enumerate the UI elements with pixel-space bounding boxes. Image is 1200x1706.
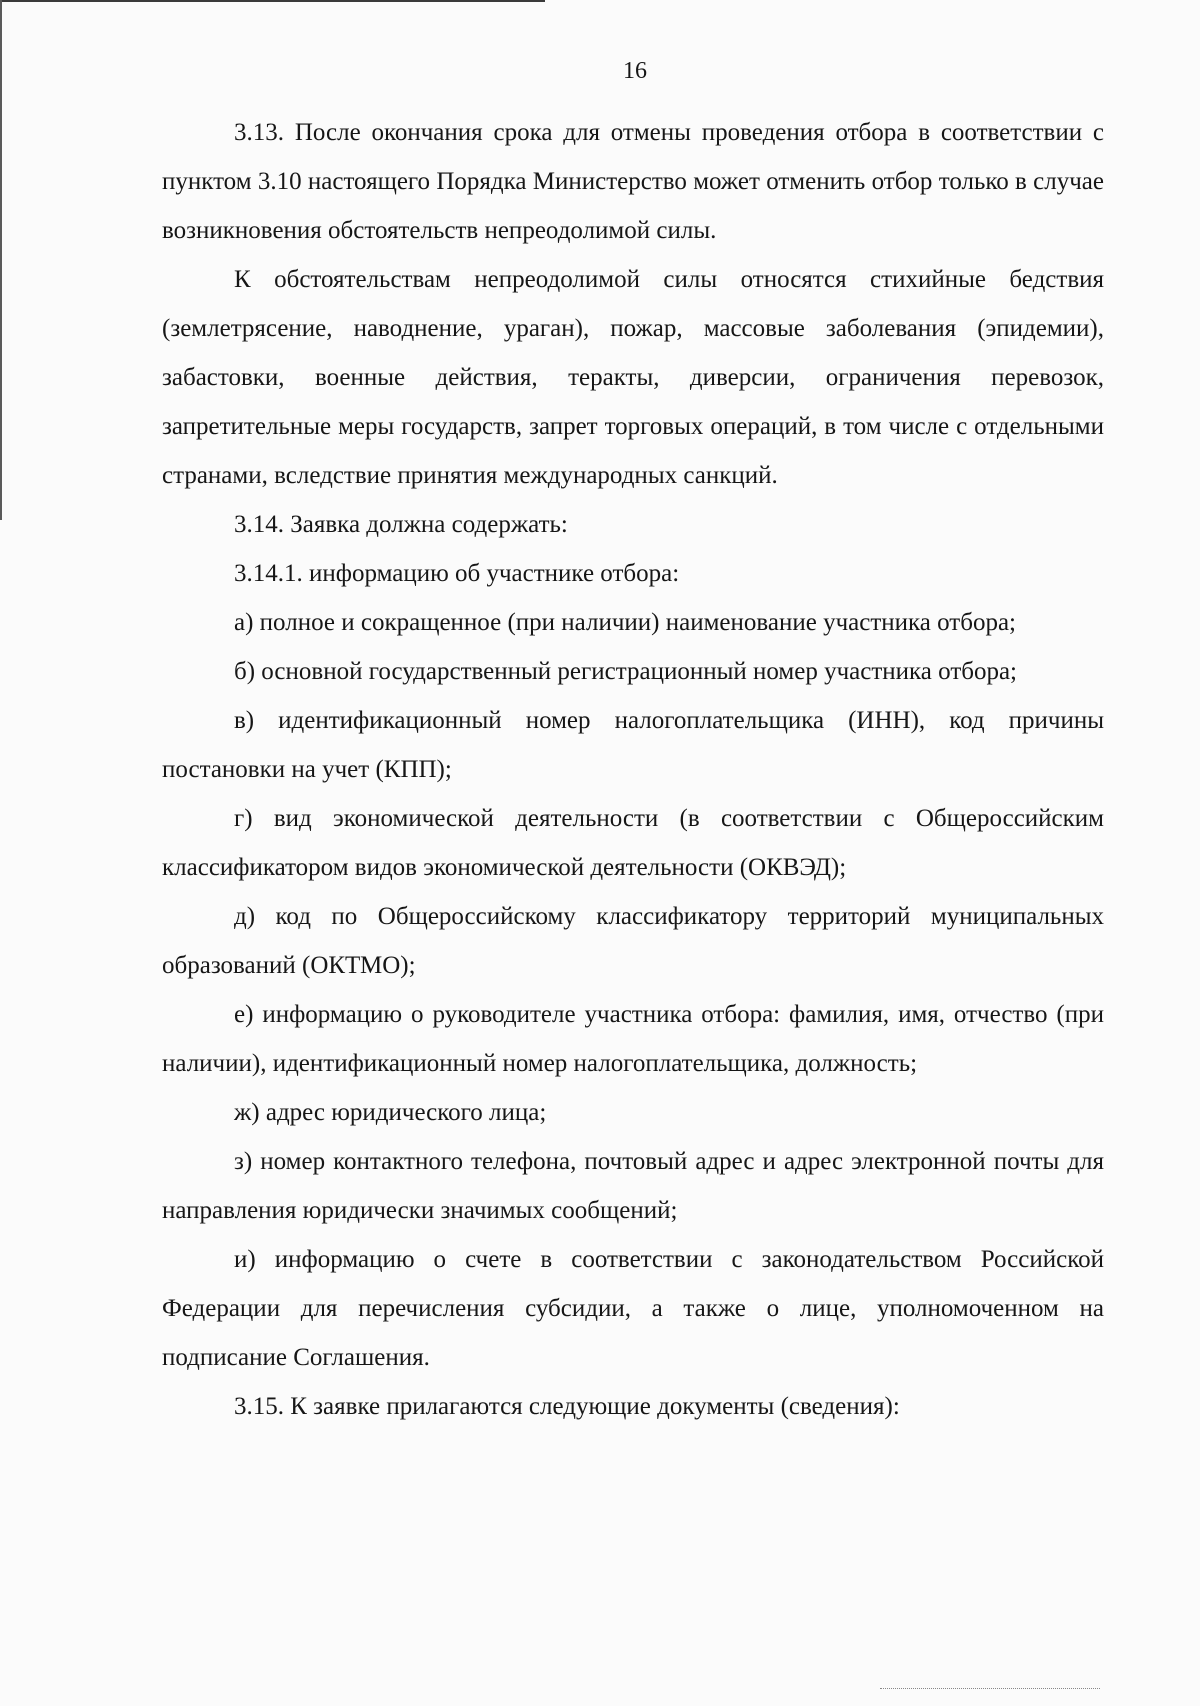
- list-item-e: е) информацию о руководителе участника отбора: фамилия, имя, отчество (при наличии), идентификационный номер налогоплательщика, должность;: [162, 1001, 1104, 1077]
- paragraph-3-15: 3.15. К заявке прилагаются следующие документы (сведения):: [234, 1393, 900, 1420]
- paragraph-3-14: 3.14. Заявка должна содержать:: [234, 511, 568, 538]
- page-number: 16: [623, 58, 647, 84]
- list-item-d: д) код по Общероссийскому классификатору территорий муниципальных образований (ОКТМО);: [162, 903, 1104, 979]
- document-body: [162, 108, 1104, 1431]
- paragraph-3-13: 3.13. После окончания срока для отмены проведения отбора в соответствии с пунктом 3.10 настоящего Порядка Министерство может отменить отбор только в случае возникновения обстоятельств непреодолимой силы.: [162, 119, 1104, 244]
- scan-edge-top: [0, 0, 545, 2]
- paragraph-3-14-1: 3.14.1. информацию об участнике отбора:: [234, 560, 680, 587]
- list-item-zh: ж) адрес юридического лица;: [234, 1099, 547, 1126]
- scan-edge-bottom: [880, 1688, 1100, 1689]
- list-item-v: в) идентификационный номер налогоплательщика (ИНН), код причины постановки на учет (КПП);: [162, 707, 1104, 783]
- paragraph-force-majeure: К обстоятельствам непреодолимой силы относятся стихийные бедствия (землетрясение, наводнение, ураган), пожар, массовые заболевания (эпидемии), забастовки, военные действия, теракты, диверсии, ограничения перевозок, запретительные меры государств, запрет торговых операций, в том числе с отдельными странами, вследствие принятия международных санкций.: [162, 266, 1104, 489]
- list-item-g: г) вид экономической деятельности (в соответствии с Общероссийским классификатором видов экономической деятельности (ОКВЭД);: [162, 805, 1104, 881]
- list-item-z: з) номер контактного телефона, почтовый адрес и адрес электронной почты для направления юридически значимых сообщений;: [162, 1148, 1104, 1224]
- list-item-a: а) полное и сокращенное (при наличии) наименование участника отбора;: [234, 609, 1016, 636]
- list-item-i: и) информацию о счете в соответствии с законодательством Российской Федерации для перечисления субсидии, а также о лице, уполномоченном на подписание Соглашения.: [162, 1246, 1104, 1371]
- list-item-b: б) основной государственный регистрационный номер участника отбора;: [234, 658, 1018, 685]
